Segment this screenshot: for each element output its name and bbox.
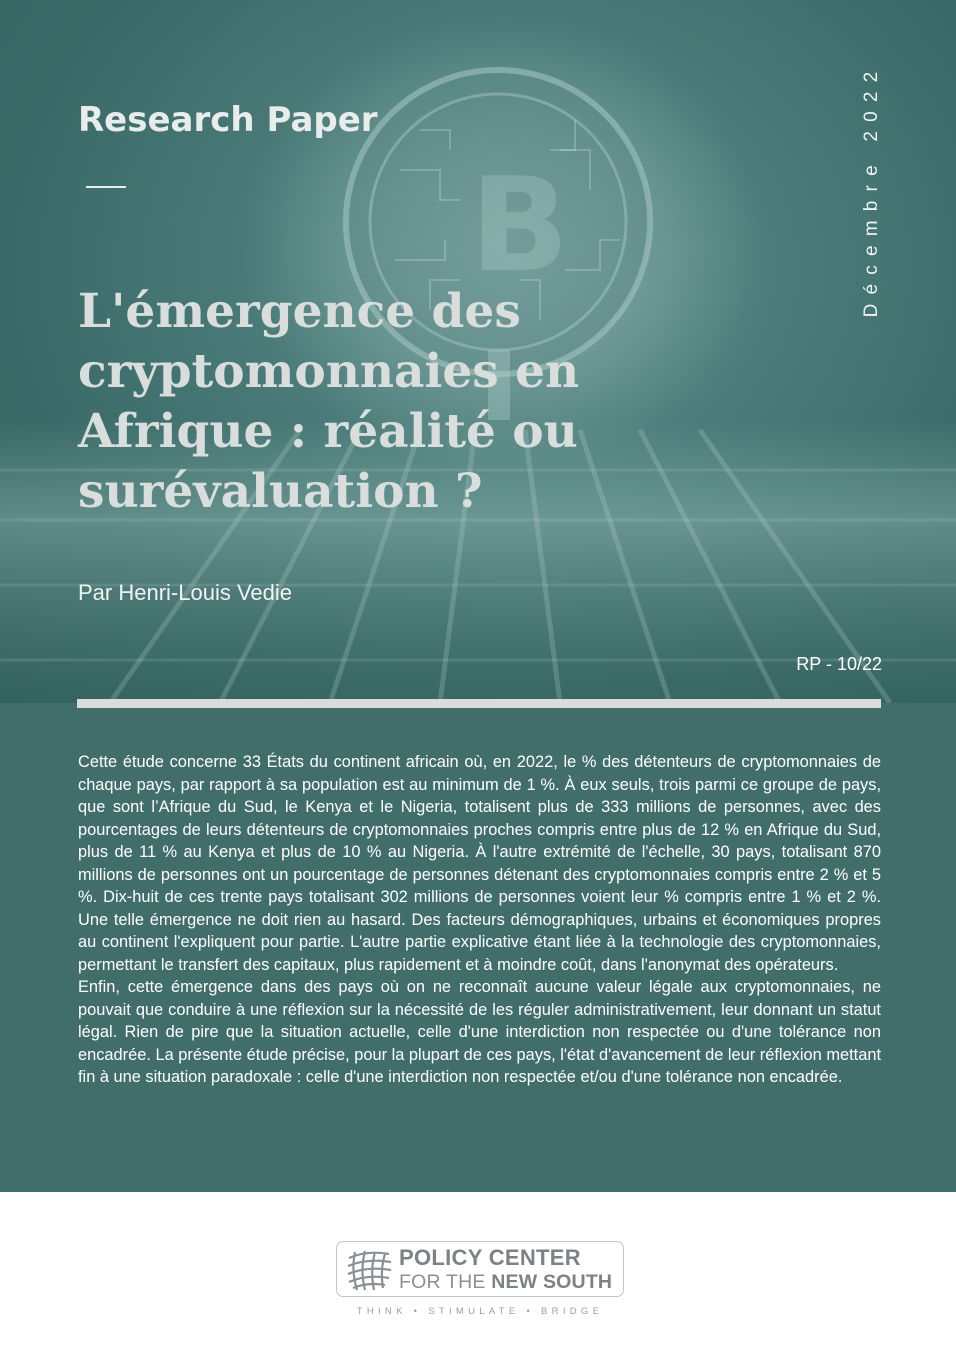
report-reference: RP - 10/22	[796, 654, 882, 674]
title-divider-dash	[86, 186, 126, 188]
author-line: Par Henri-Louis Vedie	[78, 580, 293, 605]
abstract-text	[78, 751, 881, 1089]
abstract-paragraph: Cette étude concerne 33 États du continent africain où, en 2022, le % des détenteurs de cryptomonnaies de chaque pays, par rapport à sa population est au minimum de 1 %. À eux seuls, trois parmi ce groupe de pays, que sont l’Afrique du Sud, le Kenya et le Nigeria, totalisent plus de 333 millions de personnes, avec des pourcentages de leurs détenteurs de cryptomonnaies proches compris entre plus de 12 % en Afrique du Sud, plus de 11 % au Kenya et plus de 10 % au Nigeria. À l'autre extrémité de l'échelle, 30 pays, totalisant 870 millions de personnes ont un pourcentage de personnes détenant des cryptomonnaies compris entre 2 % et 5 %. Dix-huit de ces trente pays totalisant 302 millions de personnes voient leur % compris entre 1 % et 2 %. Une telle émergence ne doit rien au hasard. Des facteurs démographiques, urbains et économiques propres au continent l'expliquent pour partie. L'autre partie explicative étant liée à la technologie des cryptomonnaies, permettant le transfert des capitaux, plus rapidement et à moindre coût, dans l'anonymat des opérateurs.	[78, 753, 881, 974]
logo-line2-bold: NEW SOUTH	[491, 1271, 613, 1293]
logo-line2-prefix: FOR THE	[399, 1271, 492, 1293]
policy-center-logo	[336, 1241, 624, 1297]
abstract-paragraph: Enfin, cette émergence dans des pays où on ne reconnaît aucune valeur légale aux cryptomonnaies, ne pouvait que conduire à une réflexion sur la nécessité de les réguler administrativement, leur donnant un statut légal. Rien de pire que la situation actuelle, celle d'une interdiction non respectée ou d'une tolérance non encadrée. La présente étude précise, pour la plupart de ces pays, l'état d'avancement de leur réflexion mettant fin à une situation paradoxale : celle d'une interdiction non respectée et/ou d'une tolérance non encadrée.	[78, 978, 881, 1086]
logo-tagline: THINK • STIMULATE • BRIDGE	[356, 1306, 604, 1317]
paper-title: L'émergence des cryptomonnaies en Afrique : réalité ou surévaluation ?	[78, 284, 580, 519]
svg-text:B: B	[470, 149, 570, 301]
logo-name-line2	[399, 1271, 612, 1294]
header-divider-bar	[77, 699, 881, 708]
document-type-label: Research Paper	[78, 100, 378, 140]
publication-date: Décembre 2022	[861, 62, 882, 318]
globe-mesh-icon	[345, 1248, 395, 1292]
logo-name-line1: POLICY CENTER	[399, 1245, 581, 1270]
